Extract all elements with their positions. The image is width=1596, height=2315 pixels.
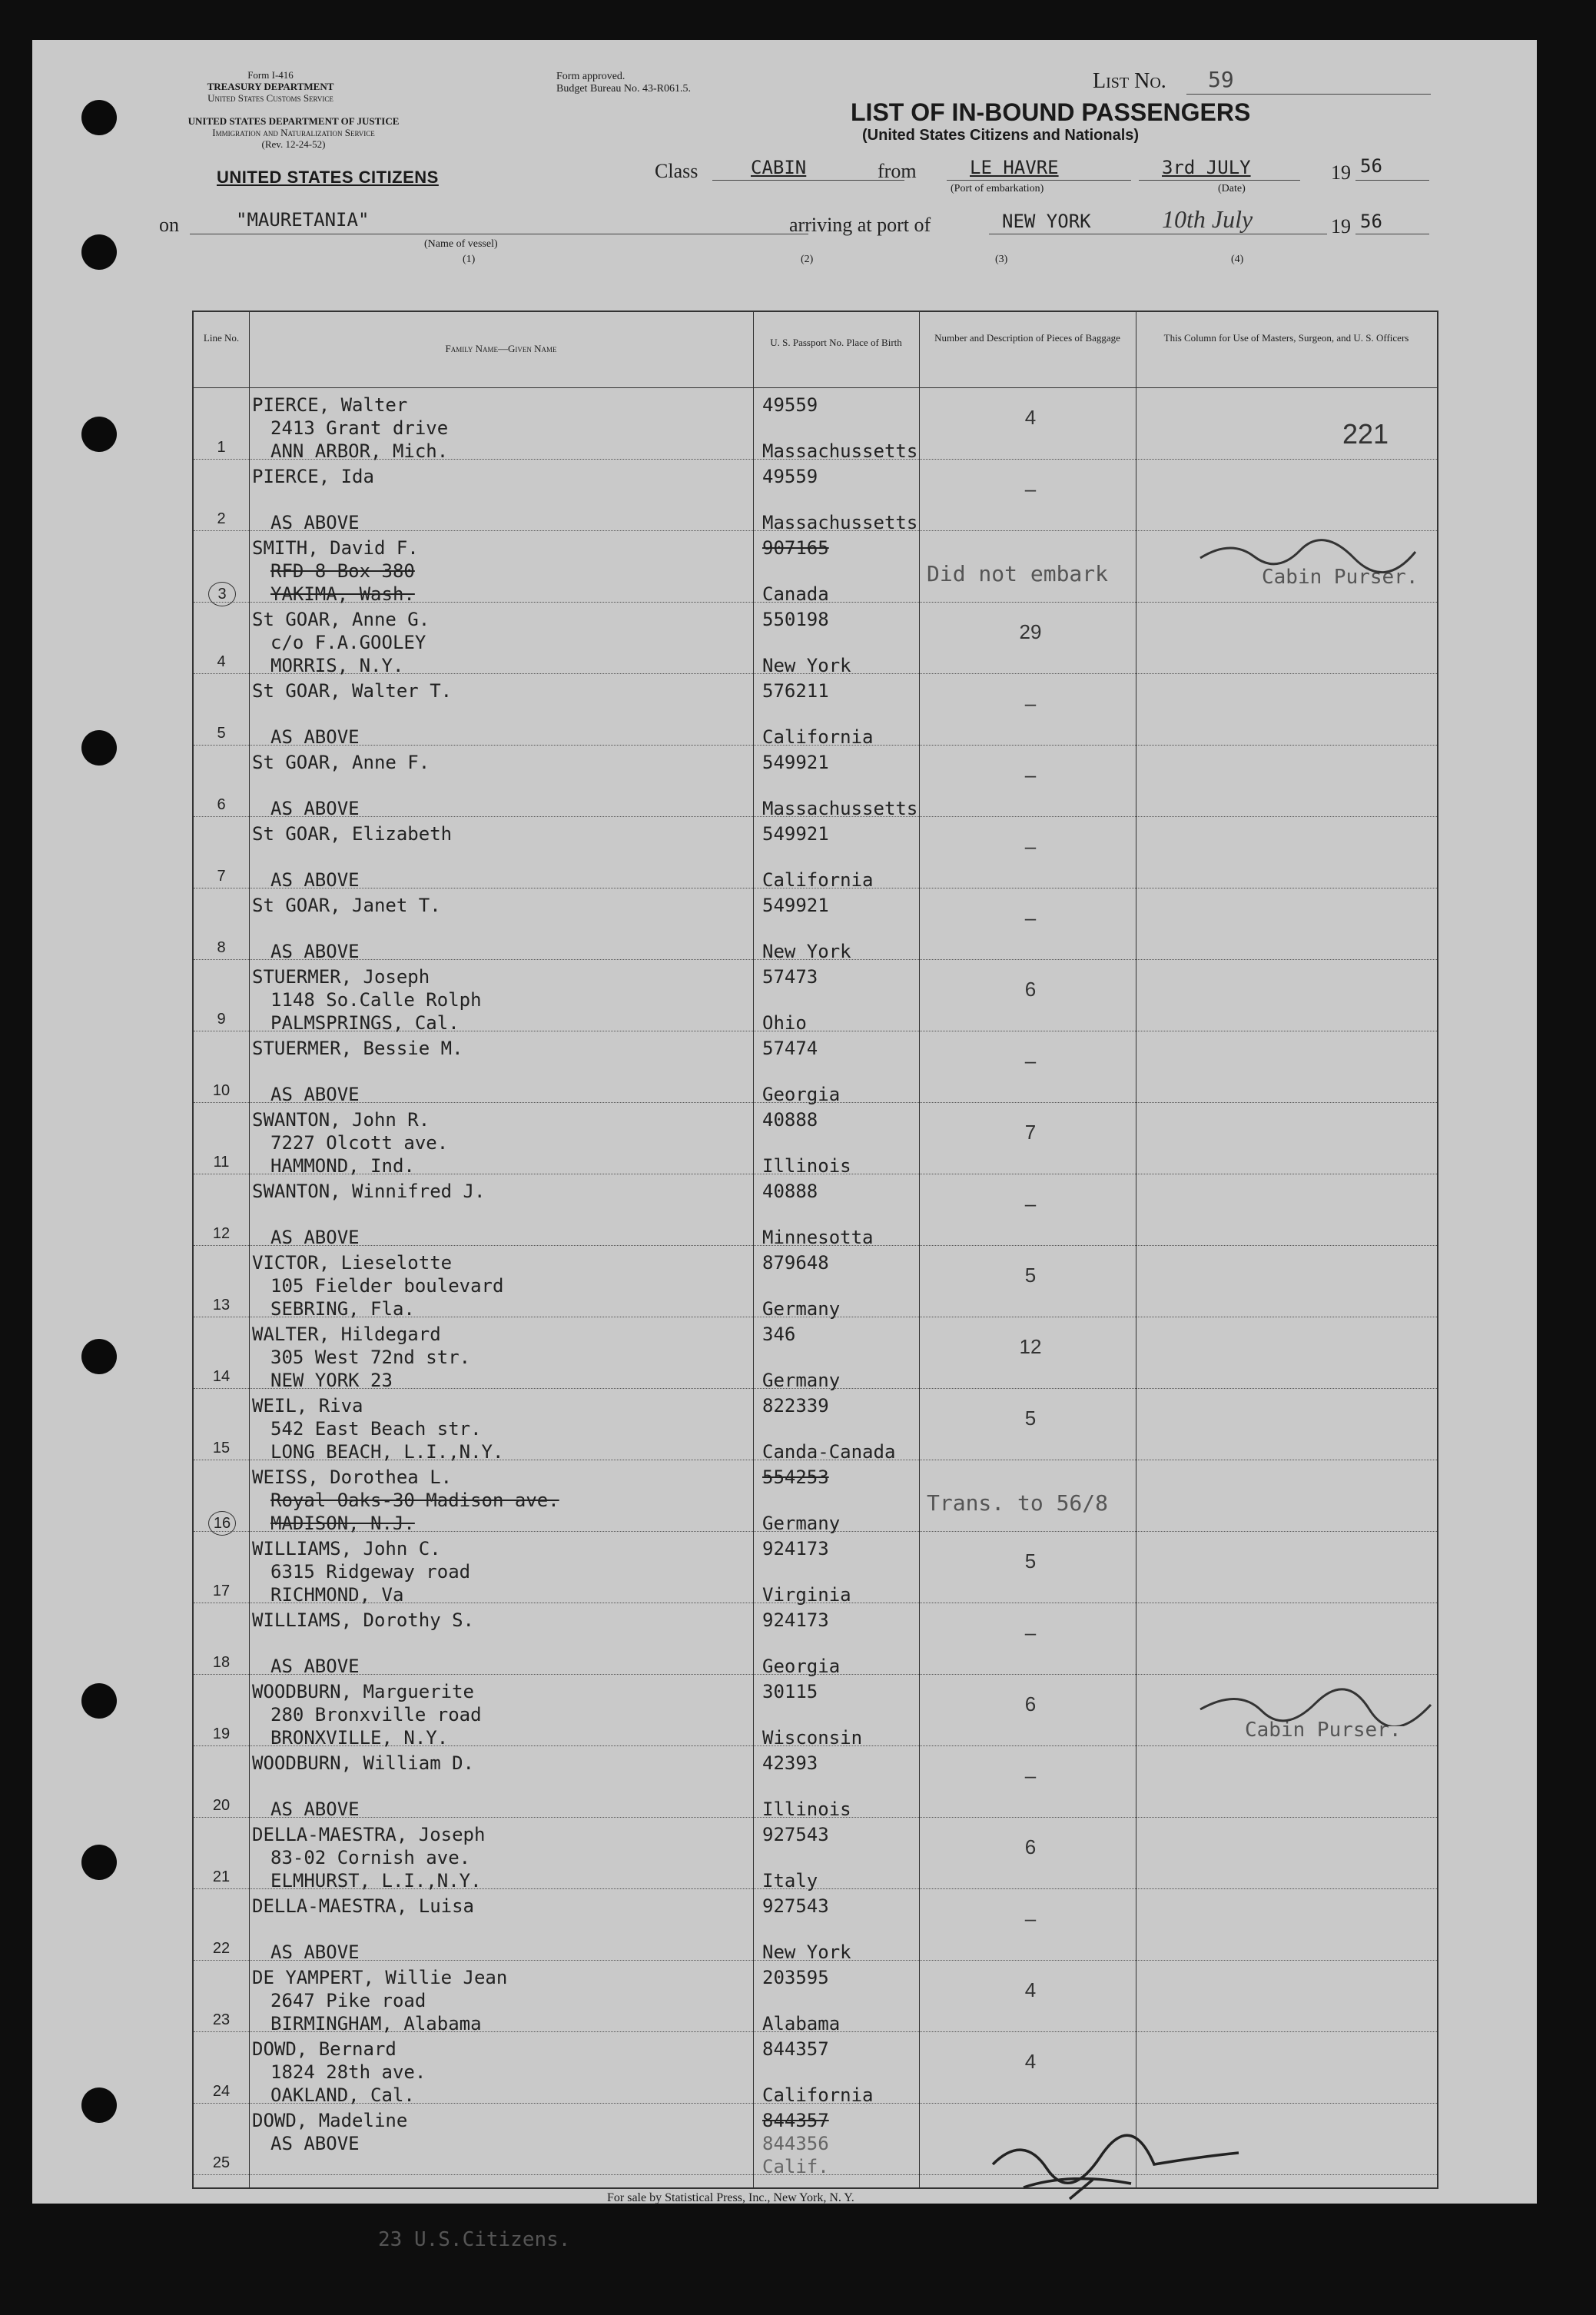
baggage-count: 6 [1024,1692,1037,1715]
passport-birthplace-line: Illinois [762,1799,851,1820]
passenger-name-line: AS ABOVE [270,1941,360,1963]
line-number: 19 [212,1725,231,1742]
passport-birthplace-line: Virginia [762,1584,851,1606]
officer-number: 221 [1342,418,1389,450]
baggage-count: 6 [1024,1835,1037,1858]
passenger-name-line: SEBRING, Fla. [270,1298,415,1320]
passenger-name-line: AS ABOVE [270,1656,360,1677]
citizens-count: 23 U.S.Citizens. [378,2228,571,2251]
passport-birthplace-line: Germany [762,1298,841,1320]
passenger-name-line: AS ABOVE [270,941,360,962]
passenger-name-line: WOODBURN, William D. [252,1752,474,1774]
passport-birthplace-line: 927543 [762,1895,829,1917]
line-number: 13 [212,1297,231,1314]
passenger-name-line: AS ABOVE [270,869,360,891]
header-officers: This Column for Use of Masters, Surgeon, and U. S. Officers [1163,332,1409,344]
passport-birthplace-line: Wisconsin [762,1727,863,1749]
on-label: on [159,214,179,236]
passenger-name-line: St GOAR, Janet T. [252,895,441,916]
arriving-label: arriving at port of [789,214,931,236]
passenger-name-line: c/o F.A.GOOLEY [270,632,426,653]
embark-port-caption: (Port of embarkation) [951,183,1044,194]
baggage-count: – [1024,763,1037,786]
passenger-name-line: MORRIS, N.Y. [270,655,404,676]
customs-service: United States Customs Service [207,92,333,104]
passenger-name-line: WEIL, Riva [252,1395,363,1417]
baggage-count: 4 [1024,2050,1037,2073]
passport-birthplace-line: 549921 [762,823,829,845]
cabin-purser-stamp-2: Cabin Purser. [1245,1719,1402,1742]
passenger-name-line: St GOAR, Anne G. [252,609,430,630]
line-number: 11 [213,1154,230,1171]
baggage-count: Did not embark [927,561,1109,586]
col-ref-1: (1) [463,254,476,265]
passport-birthplace-line: Ohio [762,1012,807,1034]
form-approved: Form approved. [556,71,625,82]
passport-birthplace-line: 576211 [762,680,829,702]
passport-birthplace-line: 42393 [762,1752,818,1774]
document-title: LIST OF IN-BOUND PASSENGERS [851,98,1251,126]
punch-hole [81,100,117,135]
passport-birthplace-line: 822339 [762,1395,829,1417]
passenger-name-line: WALTER, Hildegard [252,1324,441,1345]
passport-birthplace-line: 927543 [762,1824,829,1845]
passport-birthplace-line: 49559 [762,394,818,416]
header-line-no: Line No. [203,332,240,344]
class-label: Class [655,160,698,182]
passenger-name-line: WILLIAMS, John C. [252,1538,441,1559]
punch-hole [81,1339,117,1374]
punch-hole [81,417,117,452]
list-number: 59 [1208,67,1234,92]
passport-birthplace-line: 203595 [762,1967,829,1988]
year-prefix: 19 [1331,161,1351,184]
passport-birthplace-line: California [762,2084,874,2106]
passenger-name-line: AS ABOVE [270,1227,360,1248]
baggage-count: – [1024,835,1037,858]
baggage-count: 4 [1024,406,1037,429]
document-subtitle: (United States Citizens and Nationals) [862,127,1140,144]
passenger-name-line: 2413 Grant drive [270,417,449,439]
passenger-name-line: St GOAR, Elizabeth [252,823,453,845]
line-number: 20 [212,1797,231,1814]
passport-birthplace-line: Massachussetts [762,440,918,462]
passport-birthplace-line: California [762,726,874,748]
line-number: 15 [212,1440,231,1456]
class-value: CABIN [751,157,807,178]
passport-birthplace-line: Georgia [762,1084,841,1105]
passenger-name-line: NEW YORK 23 [270,1370,393,1391]
line-number: 22 [212,1940,231,1957]
passport-birthplace-line: Illinois [762,1155,851,1177]
passenger-name-line: STUERMER, Bessie M. [252,1038,463,1059]
passport-birthplace-line: 549921 [762,895,829,916]
passenger-name-line: AS ABOVE [270,726,360,748]
passport-birthplace-line: 40888 [762,1109,818,1131]
passenger-name-line: 1148 So.Calle Rolph [270,989,482,1011]
line-number: 1 [217,439,226,456]
passenger-name-line: SWANTON, John R. [252,1109,430,1131]
punch-hole [81,234,117,270]
passport-birthplace-line: Alabama [762,2013,841,2034]
passenger-name-line: YAKIMA, Wash. [270,583,415,605]
line-number: 18 [212,1654,231,1671]
passport-birthplace-line: 346 [762,1324,796,1345]
passport-birthplace-line: Massachussetts [762,798,918,819]
passenger-name-line: WOODBURN, Marguerite [252,1681,474,1702]
embark-date-caption: (Date) [1218,183,1246,194]
passport-birthplace-line: 40888 [762,1181,818,1202]
purser-signature-1 [1185,535,1431,573]
passenger-name-line: 105 Fielder boulevard [270,1275,504,1297]
passenger-name-line: St GOAR, Anne F. [252,752,430,773]
passport-birthplace-line: New York [762,655,851,676]
year-suffix: 56 [1360,155,1382,177]
manifest-page [32,40,1537,2251]
passport-birthplace-line: 924173 [762,1538,829,1559]
year2-prefix: 19 [1331,215,1351,237]
passport-birthplace-line: 844357 [762,2038,829,2060]
col-ref-2: (2) [801,254,814,265]
line-number: 21 [212,1868,231,1885]
passenger-name-line: St GOAR, Walter T. [252,680,453,702]
line-number: 5 [217,725,226,742]
arrival-date-handwritten: 10th July [1162,205,1253,233]
passenger-name-line: PALMSPRINGS, Cal. [270,1012,460,1034]
form-number: Form I-416 [247,69,294,81]
justice-dept: UNITED STATES DEPARTMENT OF JUSTICE [187,115,400,127]
passenger-name-line: AS ABOVE [270,512,360,533]
passenger-name-line: 305 West 72nd str. [270,1347,471,1368]
line-number: 7 [217,868,226,885]
punch-hole [81,2087,117,2123]
line-number: 3 [208,582,236,606]
passenger-name-line: STUERMER, Joseph [252,966,430,988]
ins-service: Immigration and Naturalization Service [212,127,375,138]
passport-birthplace-line: 879648 [762,1252,829,1274]
passenger-name-line: 1824 28th ave. [270,2061,426,2083]
passenger-name-line: ANN ARBOR, Mich. [270,440,449,462]
line-number: 16 [208,1511,236,1536]
passenger-name-line: DOWD, Bernard [252,2038,397,2060]
passport-birthplace-line: New York [762,1941,851,1963]
passenger-name-line: DELLA-MAESTRA, Joseph [252,1824,486,1845]
line-number: 10 [212,1082,231,1099]
line-number: 4 [217,653,226,670]
vessel-name: "MAURETANIA" [236,209,370,231]
line-number: 23 [212,2011,231,2028]
embark-port: LE HAVRE [970,157,1059,178]
passenger-name-line: HAMMOND, Ind. [270,1155,415,1177]
passenger-name-line: BRONXVILLE, N.Y. [270,1727,449,1749]
line-number: 24 [212,2083,231,2100]
baggage-count: 6 [1024,978,1037,1001]
passenger-name-line: WEISS, Dorothea L. [252,1466,453,1488]
passenger-name-line: WILLIAMS, Dorothy S. [252,1609,474,1631]
passport-birthplace-line: Canda-Canada [762,1441,896,1463]
purser-signature-2 [1185,1688,1438,1726]
baggage-count: – [1024,1621,1037,1644]
revision-date: (Rev. 12-24-52) [261,138,326,150]
passport-birthplace-line: 57473 [762,966,818,988]
baggage-count: – [1024,477,1037,500]
line-number: 14 [212,1368,231,1385]
passenger-name-line: AS ABOVE [270,798,360,819]
officer-signature [977,2126,1254,2210]
baggage-count: – [1024,906,1037,929]
passport-birthplace-line: Georgia [762,1656,841,1677]
baggage-count: – [1024,692,1037,715]
passenger-name-line: DELLA-MAESTRA, Luisa [252,1895,474,1917]
cabin-purser-stamp-1: Cabin Purser. [1262,566,1418,589]
line-number: 6 [217,796,226,813]
passport-birthplace-line: New York [762,941,851,962]
budget-bureau: Budget Bureau No. 43-R061.5. [556,83,691,95]
header-passport: U. S. Passport No. Place of Birth [770,337,902,348]
passenger-name-line: DOWD, Madeline [252,2110,408,2131]
passenger-name-line: VICTOR, Lieselotte [252,1252,453,1274]
embark-date: 3rd JULY [1162,157,1251,178]
line-number: 17 [212,1583,231,1599]
passport-birthplace-line: 549921 [762,752,829,773]
passport-birthplace-line: 30115 [762,1681,818,1702]
passenger-name-line: 280 Bronxville road [270,1704,482,1725]
baggage-count: 5 [1024,1407,1037,1430]
passport-birthplace-line: Calif. [762,2156,829,2177]
passenger-name-line: SWANTON, Winnifred J. [252,1181,486,1202]
passenger-name-line: 2647 Pike road [270,1990,426,2011]
passenger-name-line: ELMHURST, L.I.,N.Y. [270,1870,482,1892]
vessel-caption: (Name of vessel) [424,238,498,250]
passport-birthplace-line: Massachussetts [762,512,918,533]
baggage-count: 4 [1024,1978,1037,2001]
passenger-name-line: Royal Oaks-30 Madison ave. [270,1490,559,1511]
year2-suffix: 56 [1360,211,1382,232]
punch-hole [81,730,117,766]
col-ref-3: (3) [995,254,1008,265]
passenger-name-line: BIRMINGHAM, Alabama [270,2013,482,2034]
passenger-name-line: 83-02 Cornish ave. [270,1847,471,1868]
treasury-dept: TREASURY DEPARTMENT [207,81,334,92]
baggage-count: – [1024,1907,1037,1930]
passenger-name-line: RFD 8 Box 380 [270,560,415,582]
passenger-name-line: LONG BEACH, L.I.,N.Y. [270,1441,504,1463]
line-number: 2 [217,510,226,527]
line-number: 12 [212,1225,231,1242]
header-family-name: Family Name—Given Name [445,343,557,354]
line-number: 25 [212,2154,231,2171]
passenger-name-line: 6315 Ridgeway road [270,1561,471,1583]
passport-birthplace-line: Canada [762,583,829,605]
passport-birthplace-line: 57474 [762,1038,818,1059]
baggage-count: – [1024,1192,1037,1215]
passport-birthplace-line: Germany [762,1513,841,1534]
passenger-name-line: PIERCE, Walter [252,394,408,416]
passport-birthplace-line: 844357 [762,2110,829,2131]
baggage-count: – [1024,1049,1037,1072]
line-number: 8 [217,939,226,956]
baggage-count: – [1024,1764,1037,1787]
passenger-name-line: 7227 Olcott ave. [270,1132,449,1154]
passport-birthplace-line: 550198 [762,609,829,630]
passenger-name-line: PIERCE, Ida [252,466,374,487]
passport-birthplace-line: 844356 [762,2133,829,2154]
citizens-label: UNITED STATES CITIZENS [217,168,439,187]
from-label: from [878,160,917,182]
baggage-count: 12 [1019,1335,1042,1358]
punch-hole [81,1683,117,1719]
passport-birthplace-line: Germany [762,1370,841,1391]
passenger-name-line: AS ABOVE [270,2133,360,2154]
passenger-name-line: SMITH, David F. [252,537,419,559]
list-label: List No. [1093,69,1166,93]
passenger-name-line: AS ABOVE [270,1799,360,1820]
passenger-name-line: 542 East Beach str. [270,1418,482,1440]
passport-birthplace-line: 924173 [762,1609,829,1631]
arrival-port: NEW YORK [1002,211,1091,232]
passenger-name-line: AS ABOVE [270,1084,360,1105]
header-baggage: Number and Description of Pieces of Baggage [934,332,1120,344]
baggage-count: 5 [1024,1264,1037,1287]
baggage-count: 7 [1024,1121,1037,1144]
passenger-name-line: MADISON, N.J. [270,1513,415,1534]
line-number: 9 [217,1011,226,1028]
printer-credit: For sale by Statistical Press, Inc., New York, N. Y. [607,2191,854,2204]
baggage-count: 5 [1024,1549,1037,1573]
passport-birthplace-line: Minnesotta [762,1227,874,1248]
passport-birthplace-line: 49559 [762,466,818,487]
passport-birthplace-line: California [762,869,874,891]
passenger-name-line: DE YAMPERT, Willie Jean [252,1967,508,1988]
passport-birthplace-line: 907165 [762,537,829,559]
punch-hole [81,1845,117,1880]
passenger-table [192,311,1438,2189]
passenger-name-line: RICHMOND, Va [270,1584,404,1606]
col-ref-4: (4) [1231,254,1244,265]
passport-birthplace-line: 554253 [762,1466,829,1488]
baggage-count: 29 [1019,620,1042,643]
baggage-count: Trans. to 56/8 [927,1490,1109,1516]
passport-birthplace-line: Italy [762,1870,818,1892]
passenger-name-line: OAKLAND, Cal. [270,2084,415,2106]
